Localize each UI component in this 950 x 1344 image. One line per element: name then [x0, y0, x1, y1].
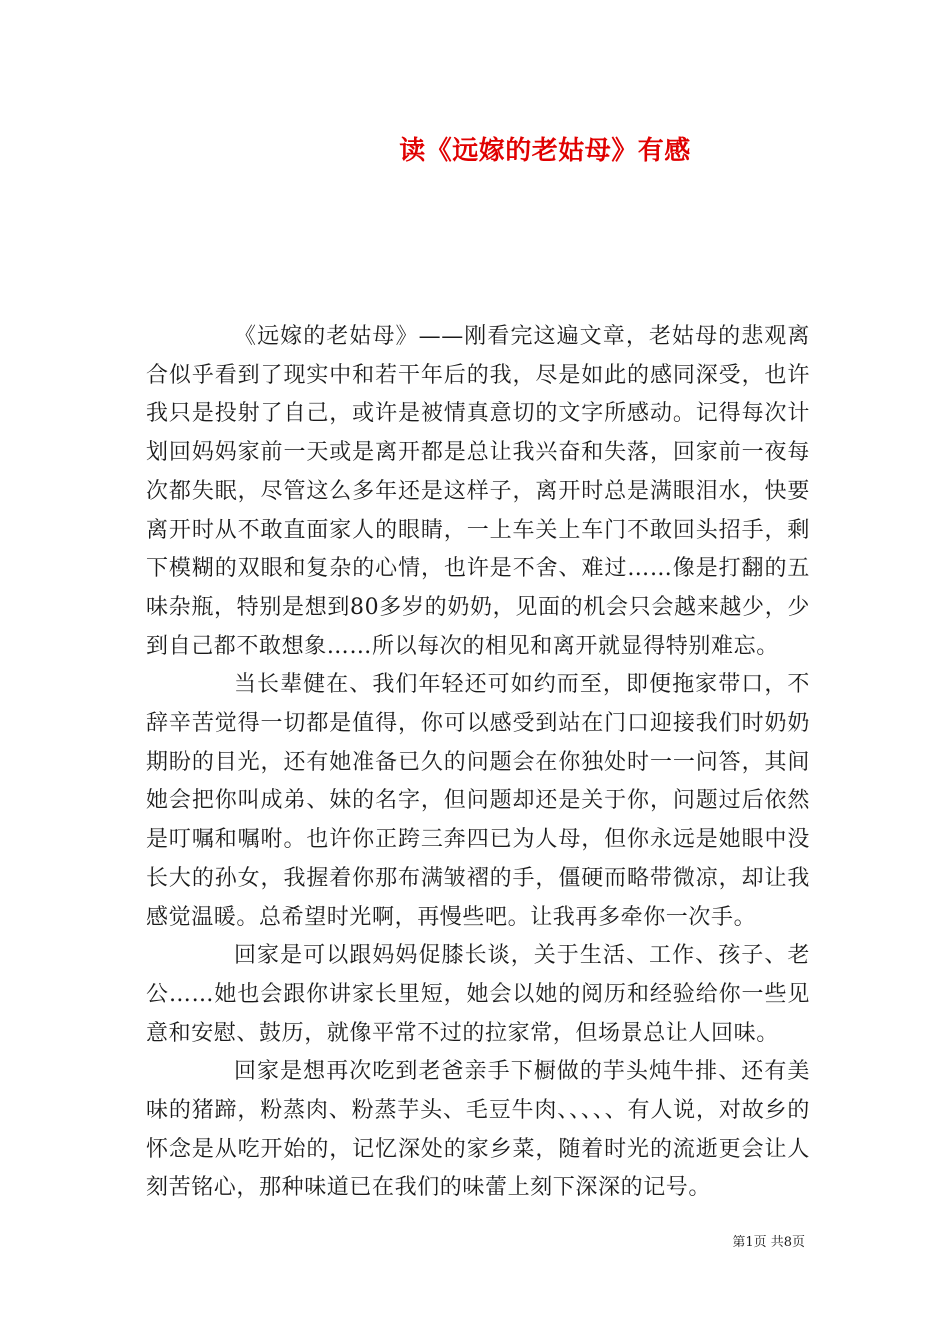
- paragraph-3: 回家是可以跟妈妈促膝长谈，关于生活、工作、孩子、老公……她也会跟你讲家长里短，她会以她的阅历和经验给你一些见意和安慰、鼓历，就像平常不过的拉家常，但场景总让人回味。: [146, 943, 810, 1046]
- paragraph-4: 回家是想再次吃到老爸亲手下橱做的芋头炖牛排、还有美味的猪蹄，粉蒸肉、粉蒸芋头、毛豆牛肉、、、、、有人说，对故乡的怀念是从吃开始的，记忆深处的家乡菜，随着时光的流逝更会让人刻苦铭心，那种味道已在我们的味蕾上刻下深深的记号。: [146, 1059, 810, 1201]
- page-number-footer: 第1页 共8页: [732, 1235, 805, 1250]
- document-title: 读《远嫁的老姑母》有感: [399, 136, 691, 166]
- paragraph-1: 《远嫁的老姑母》——刚看完这遍文章，老姑母的悲观离合似乎看到了现实中和若干年后的我，尽是如此的感同深受，也许我只是投射了自己，或许是被情真意切的文字所感动。记得每次计划回妈妈家前一天或是离开都是总让我兴奋和失落，回家前一夜每次都失眠，尽管这么多年还是这样子，离开时总是满眼泪水，快要离开时从不敢直面家人的眼睛，一上车关上车门不敢回头招手，剩下模糊的双眼和复杂的心情，也许是不舍、难过……像是打翻的五味杂瓶，特别是想到80多岁的奶奶，见面的机会只会越来越少，少到自己都不敢想象……所以每次的相见和离开就显得特别难忘。: [146, 324, 810, 659]
- paragraph-2: 当长辈健在、我们年轻还可如约而至，即便拖家带口，不辞辛苦觉得一切都是值得，你可以感受到站在门口迎接我们时奶奶期盼的目光，还有她准备已久的问题会在你独处时一一问答，其间她会把你叫成弟、妹的名字，但问题却还是关于你，问题过后依然是叮嘱和嘱咐。也许你正跨三奔四已为人母，但你永远是她眼中没长大的孙女，我握着你那布满皱褶的手，僵硬而略带微凉，却让我感觉温暖。总希望时光啊，再慢些吧。让我再多牵你一次手。: [146, 672, 810, 930]
- document-body: [146, 318, 810, 1208]
